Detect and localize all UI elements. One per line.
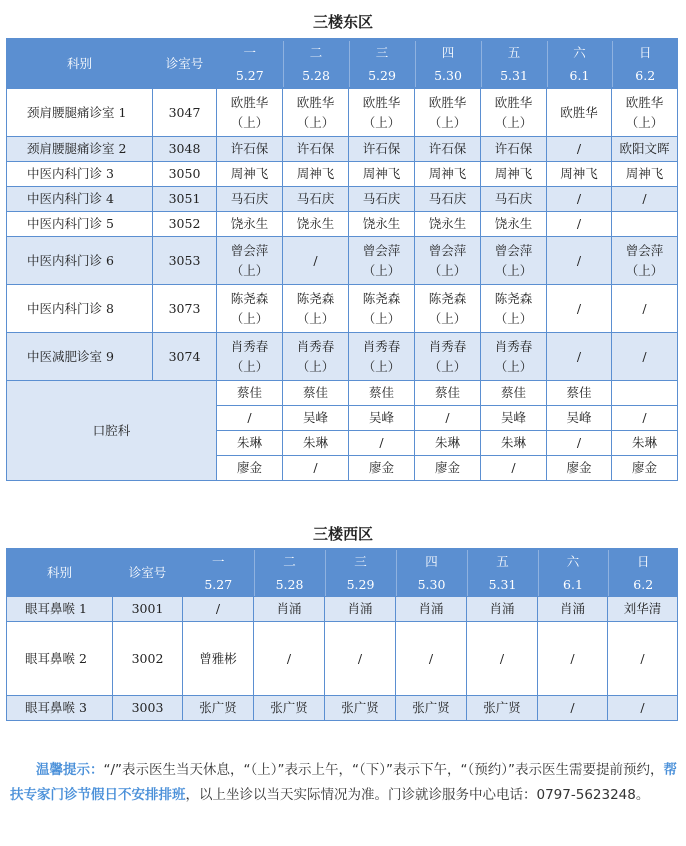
doctor-entry: 欧胜华 xyxy=(362,94,401,110)
doctor-entry: （上） xyxy=(362,310,401,326)
schedule-cell: / xyxy=(283,456,349,481)
doctor-entry: （上） xyxy=(296,114,335,130)
schedule-cell: / xyxy=(467,622,538,696)
date-label: 5.30 xyxy=(415,64,481,87)
schedule-row xyxy=(7,212,678,237)
west-section-title: 三楼西区 xyxy=(312,525,373,543)
schedule-cell: 肖涌 xyxy=(325,597,396,622)
dept-name: 颈肩腰腿痛诊室 2 xyxy=(7,137,153,162)
doctor-entry: 欧胜华 xyxy=(428,94,467,110)
schedule-cell xyxy=(415,89,481,137)
schedule-cell: / xyxy=(612,406,678,431)
schedule-cell xyxy=(612,285,678,333)
dept-name: 眼耳鼻喉 3 xyxy=(7,696,113,721)
doctor-entry: 肖秀春 xyxy=(428,338,467,354)
west-header-row xyxy=(7,549,678,597)
schedule-cell xyxy=(612,212,678,237)
schedule-cell xyxy=(547,212,612,237)
schedule-cell xyxy=(415,285,481,333)
weekday-label: 二 xyxy=(254,550,325,573)
header-days xyxy=(183,549,678,597)
doctor-entry: （上） xyxy=(230,114,269,130)
schedule-cell xyxy=(612,89,678,137)
schedule-cell: / xyxy=(254,622,325,696)
schedule-cell: 肖涌 xyxy=(538,597,608,622)
schedule-cell xyxy=(612,381,678,406)
schedule-cell xyxy=(415,333,481,381)
doctor-entry: 马石庆 xyxy=(428,191,467,206)
schedule-cell: 朱琳 xyxy=(612,431,678,456)
schedule-cell xyxy=(481,89,547,137)
east-section-title: 三楼东区 xyxy=(312,13,373,31)
notice-highlight: 帮扶专家门诊节假日不安排排班 xyxy=(10,762,677,803)
weekday-label: 一 xyxy=(183,550,254,573)
dept-name: 眼耳鼻喉 2 xyxy=(7,622,113,696)
schedule-cell: 张广贤 xyxy=(467,696,538,721)
doctor-entry: （上） xyxy=(296,358,335,374)
weekday-label: 五 xyxy=(481,41,547,64)
doctor-entry: 饶永生 xyxy=(230,216,269,231)
schedule-cell xyxy=(349,89,415,137)
schedule-cell xyxy=(547,333,612,381)
doctor-entry: 许石保 xyxy=(362,141,401,156)
schedule-cell xyxy=(217,333,283,381)
schedule-cell: / xyxy=(217,406,283,431)
room-number: 3051 xyxy=(153,187,217,212)
doctor-entry: 陈尧森 xyxy=(494,290,533,306)
doctor-entry: / xyxy=(576,348,582,364)
doctor-entry: 周神飞 xyxy=(296,166,335,181)
schedule-cell: 蔡佳 xyxy=(415,381,481,406)
doctor-entry: / xyxy=(576,300,582,316)
schedule-cell xyxy=(217,137,283,162)
header-dept: 科别 xyxy=(7,39,153,89)
doctor-entry: 肖秀春 xyxy=(494,338,533,354)
doctor-entry: 马石庆 xyxy=(296,191,335,206)
doctor-entry: 陈尧森 xyxy=(296,290,335,306)
date-label: 5.29 xyxy=(349,64,415,87)
schedule-cell: / xyxy=(325,622,396,696)
schedule-cell: 刘华清 xyxy=(608,597,678,622)
schedule-cell xyxy=(481,285,547,333)
schedule-cell: 蔡佳 xyxy=(217,381,283,406)
room-number: 3053 xyxy=(153,237,217,285)
schedule-cell: 蔡佳 xyxy=(547,381,612,406)
schedule-cell: / xyxy=(183,597,254,622)
schedule-cell xyxy=(612,187,678,212)
schedule-cell xyxy=(612,333,678,381)
doctor-entry: / xyxy=(642,348,647,364)
schedule-cell xyxy=(349,212,415,237)
doctor-entry: 许石保 xyxy=(230,141,269,156)
schedule-cell: / xyxy=(547,431,612,456)
doctor-entry: （上） xyxy=(362,262,401,278)
doctor-entry: 许石保 xyxy=(296,141,335,156)
schedule-cell: 蔡佳 xyxy=(481,381,547,406)
schedule-row xyxy=(7,237,678,285)
schedule-cell xyxy=(349,137,415,162)
schedule-cell xyxy=(283,187,349,212)
schedule-cell: 张广贤 xyxy=(254,696,325,721)
doctor-entry: 曾会萍 xyxy=(428,242,467,258)
weekday-label: 六 xyxy=(547,41,612,64)
doctor-entry: （上） xyxy=(625,262,664,278)
weekday-label: 四 xyxy=(396,550,467,573)
schedule-cell xyxy=(283,333,349,381)
schedule-row xyxy=(7,89,678,137)
schedule-cell xyxy=(481,162,547,187)
schedule-cell xyxy=(547,237,612,285)
doctor-entry: （上） xyxy=(494,262,533,278)
weekday-label: 三 xyxy=(349,41,415,64)
doctor-entry: 欧胜华 xyxy=(560,104,598,120)
doctor-entry: 周神飞 xyxy=(428,166,467,181)
schedule-cell: 蔡佳 xyxy=(283,381,349,406)
doctor-entry: 肖秀春 xyxy=(230,338,269,354)
schedule-cell xyxy=(481,187,547,212)
schedule-cell: 朱琳 xyxy=(415,431,481,456)
schedule-cell: 吴峰 xyxy=(547,406,612,431)
doctor-entry: 陈尧森 xyxy=(362,290,401,306)
doctor-entry: （上） xyxy=(494,114,533,130)
dept-name: 中医内科门诊 8 xyxy=(7,285,153,333)
schedule-cell xyxy=(415,137,481,162)
schedule-cell xyxy=(612,237,678,285)
doctor-entry: 饶永生 xyxy=(494,216,533,231)
east-schedule-table xyxy=(6,38,678,481)
doctor-entry: 陈尧森 xyxy=(428,290,467,306)
date-label: 6.2 xyxy=(608,573,678,596)
schedule-cell xyxy=(612,162,678,187)
header-dept: 科别 xyxy=(7,549,113,597)
doctor-entry: 曾会萍 xyxy=(625,242,664,258)
date-label: 5.31 xyxy=(481,64,547,87)
schedule-row xyxy=(7,285,678,333)
doctor-entry: 肖秀春 xyxy=(362,338,401,354)
weekday-label: 一 xyxy=(217,41,283,64)
schedule-cell xyxy=(481,137,547,162)
dept-name: 中医减肥诊室 9 xyxy=(7,333,153,381)
doctor-entry: 欧胜华 xyxy=(625,94,664,110)
schedule-cell xyxy=(547,137,612,162)
schedule-cell xyxy=(283,212,349,237)
room-number: 3073 xyxy=(153,285,217,333)
doctor-entry: 饶永生 xyxy=(428,216,467,231)
schedule-cell: 张广贤 xyxy=(396,696,467,721)
schedule-row xyxy=(7,137,678,162)
doctor-entry: （上） xyxy=(362,358,401,374)
doctor-entry: 欧胜华 xyxy=(494,94,533,110)
doctor-entry: 周神飞 xyxy=(560,166,598,181)
schedule-cell xyxy=(415,212,481,237)
room-number: 3074 xyxy=(153,333,217,381)
doctor-entry: / xyxy=(642,191,647,206)
date-label: 5.30 xyxy=(396,573,467,596)
schedule-cell: / xyxy=(608,622,678,696)
schedule-cell: 吴峰 xyxy=(283,406,349,431)
schedule-cell: 廖金 xyxy=(349,456,415,481)
weekday-label: 六 xyxy=(538,550,608,573)
schedule-cell: 吴峰 xyxy=(481,406,547,431)
doctor-entry: （上） xyxy=(428,114,467,130)
dental-row xyxy=(7,381,678,406)
schedule-cell xyxy=(217,162,283,187)
date-label: 5.27 xyxy=(217,64,283,87)
schedule-row xyxy=(7,622,678,696)
room-number: 3050 xyxy=(153,162,217,187)
schedule-cell: / xyxy=(538,696,608,721)
schedule-cell: 朱琳 xyxy=(217,431,283,456)
notice-text-1: “/”表示医生当天休息，“（上）”表示上午，“（下）”表示下午，“（预约）”表示医生需要提前预约， xyxy=(103,762,664,778)
doctor-entry: / xyxy=(313,252,318,268)
weekday-label: 五 xyxy=(467,550,538,573)
weekday-label: 四 xyxy=(415,41,481,64)
weekday-label: 日 xyxy=(608,550,678,573)
schedule-cell xyxy=(217,237,283,285)
schedule-cell xyxy=(349,187,415,212)
schedule-cell xyxy=(547,187,612,212)
schedule-cell xyxy=(349,237,415,285)
doctor-entry: 马石庆 xyxy=(230,191,269,206)
schedule-cell: 蔡佳 xyxy=(349,381,415,406)
doctor-entry: （上） xyxy=(428,358,467,374)
doctor-entry: （上） xyxy=(494,310,533,326)
doctor-entry: 饶永生 xyxy=(362,216,401,231)
schedule-cell xyxy=(217,285,283,333)
schedule-cell: 廖金 xyxy=(415,456,481,481)
schedule-cell xyxy=(349,162,415,187)
doctor-entry: （上） xyxy=(230,310,269,326)
weekday-label: 日 xyxy=(612,41,678,64)
schedule-cell: / xyxy=(538,622,608,696)
doctor-entry: / xyxy=(576,216,582,231)
doctor-entry: / xyxy=(576,191,582,206)
doctor-entry: / xyxy=(576,141,582,156)
doctor-entry: （上） xyxy=(296,310,335,326)
west-schedule-table xyxy=(6,548,678,721)
header-days xyxy=(217,39,678,89)
schedule-cell xyxy=(547,89,612,137)
schedule-cell: / xyxy=(481,456,547,481)
schedule-cell: 朱琳 xyxy=(481,431,547,456)
date-label: 5.31 xyxy=(467,573,538,596)
dept-name: 口腔科 xyxy=(7,381,217,481)
schedule-cell: 朱琳 xyxy=(283,431,349,456)
doctor-entry: 周神飞 xyxy=(362,166,401,181)
schedule-cell: 肖涌 xyxy=(254,597,325,622)
schedule-cell xyxy=(283,137,349,162)
notice-label: 温馨提示： xyxy=(36,762,104,778)
doctor-entry: 周神飞 xyxy=(230,166,269,181)
header-room: 诊室号 xyxy=(113,549,183,597)
doctor-entry: 马石庆 xyxy=(494,191,533,206)
notice-text-2: ，以上坐诊以当天实际情况为准。门诊就诊服务中心电话：0797-5623248。 xyxy=(185,787,650,803)
dept-name: 颈肩腰腿痛诊室 1 xyxy=(7,89,153,137)
date-label: 5.28 xyxy=(283,64,349,87)
schedule-cell: / xyxy=(396,622,467,696)
schedule-cell xyxy=(415,237,481,285)
schedule-cell xyxy=(481,333,547,381)
room-number: 3047 xyxy=(153,89,217,137)
dept-name: 中医内科门诊 4 xyxy=(7,187,153,212)
doctor-entry: 许石保 xyxy=(428,141,467,156)
date-label: 6.2 xyxy=(612,64,678,87)
doctor-entry: （上） xyxy=(625,114,664,130)
doctor-entry: （上） xyxy=(428,310,467,326)
schedule-cell: 吴峰 xyxy=(349,406,415,431)
room-number: 3048 xyxy=(153,137,217,162)
schedule-cell: / xyxy=(608,696,678,721)
date-label: 6.1 xyxy=(547,64,612,87)
schedule-row xyxy=(7,696,678,721)
doctor-entry: 欧胜华 xyxy=(230,94,269,110)
schedule-cell: 张广贤 xyxy=(325,696,396,721)
dept-name: 中医内科门诊 5 xyxy=(7,212,153,237)
date-label: 5.29 xyxy=(325,573,396,596)
date-label: 5.27 xyxy=(183,573,254,596)
schedule-cell xyxy=(283,285,349,333)
doctor-entry: （上） xyxy=(494,358,533,374)
weekday-label: 二 xyxy=(283,41,349,64)
doctor-entry: （上） xyxy=(428,262,467,278)
doctor-entry: （上） xyxy=(362,114,401,130)
schedule-cell: / xyxy=(349,431,415,456)
schedule-cell xyxy=(481,237,547,285)
schedule-cell: 肖涌 xyxy=(396,597,467,622)
schedule-cell xyxy=(481,212,547,237)
doctor-entry: 欧胜华 xyxy=(296,94,335,110)
doctor-entry: 许石保 xyxy=(494,141,533,156)
schedule-cell xyxy=(415,187,481,212)
doctor-entry: 马石庆 xyxy=(362,191,401,206)
schedule-cell xyxy=(612,137,678,162)
dept-name: 眼耳鼻喉 1 xyxy=(7,597,113,622)
schedule-cell: / xyxy=(415,406,481,431)
schedule-cell xyxy=(217,187,283,212)
schedule-cell xyxy=(283,162,349,187)
schedule-cell: 曾雅彬 xyxy=(183,622,254,696)
schedule-cell xyxy=(547,162,612,187)
weekday-label: 三 xyxy=(325,550,396,573)
doctor-entry: 周神飞 xyxy=(625,166,664,181)
room-number: 3003 xyxy=(113,696,183,721)
room-number: 3002 xyxy=(113,622,183,696)
schedule-cell xyxy=(283,237,349,285)
doctor-entry: 陈尧森 xyxy=(230,290,269,306)
date-label: 6.1 xyxy=(538,573,608,596)
date-label: 5.28 xyxy=(254,573,325,596)
doctor-entry: 肖秀春 xyxy=(296,338,335,354)
header-room: 诊室号 xyxy=(153,39,217,89)
east-header-row xyxy=(7,39,678,89)
doctor-entry: 曾会萍 xyxy=(230,242,269,258)
schedule-row xyxy=(7,187,678,212)
schedule-row xyxy=(7,333,678,381)
doctor-entry: / xyxy=(576,252,582,268)
schedule-row xyxy=(7,162,678,187)
schedule-cell: 廖金 xyxy=(612,456,678,481)
room-number: 3052 xyxy=(153,212,217,237)
schedule-cell xyxy=(217,89,283,137)
dept-name: 中医内科门诊 3 xyxy=(7,162,153,187)
schedule-cell xyxy=(283,89,349,137)
room-number: 3001 xyxy=(113,597,183,622)
notice-text xyxy=(10,758,678,808)
dept-name: 中医内科门诊 6 xyxy=(7,237,153,285)
doctor-entry: （上） xyxy=(230,358,269,374)
schedule-cell: 廖金 xyxy=(217,456,283,481)
doctor-entry: 周神飞 xyxy=(494,166,533,181)
schedule-cell: 肖涌 xyxy=(467,597,538,622)
doctor-entry: 饶永生 xyxy=(296,216,335,231)
doctor-entry: 欧阳文晖 xyxy=(619,141,670,156)
schedule-cell xyxy=(547,285,612,333)
doctor-entry: 曾会萍 xyxy=(494,242,533,258)
schedule-cell xyxy=(217,212,283,237)
doctor-entry: （上） xyxy=(230,262,269,278)
doctor-entry: 曾会萍 xyxy=(362,242,401,258)
doctor-entry: / xyxy=(642,300,647,316)
schedule-cell xyxy=(415,162,481,187)
schedule-cell xyxy=(349,333,415,381)
schedule-row xyxy=(7,597,678,622)
schedule-cell xyxy=(349,285,415,333)
schedule-cell: 廖金 xyxy=(547,456,612,481)
schedule-cell: 张广贤 xyxy=(183,696,254,721)
